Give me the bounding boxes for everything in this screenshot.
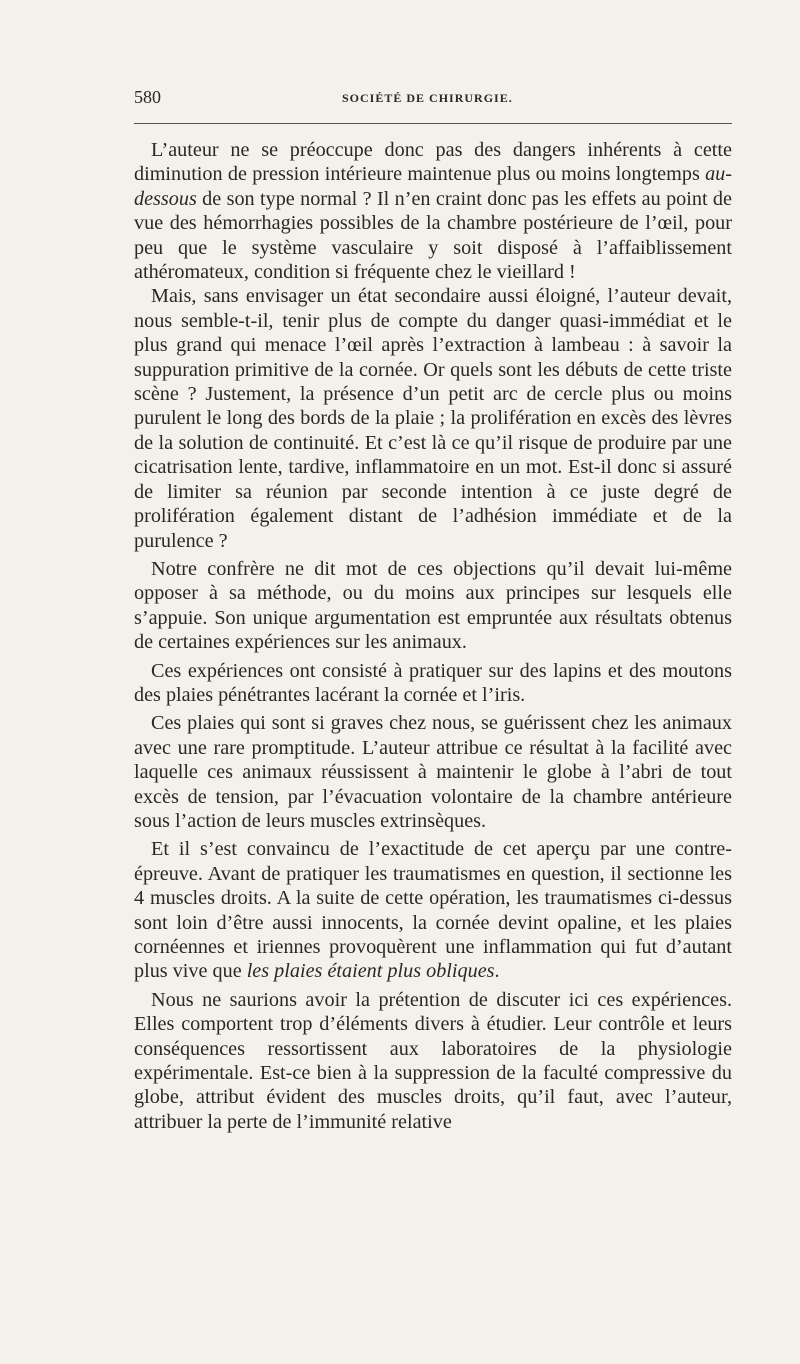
page-number: 580 xyxy=(134,87,161,107)
paragraph-6-text-b: . xyxy=(494,960,500,983)
body-text xyxy=(134,138,732,1134)
paragraph-6-emphasis: les plaies étaient plus obliques xyxy=(246,960,495,983)
paragraph-6-text-a: Et il s’est convaincu de l’exactitude de cet aperçu par une contre-épreuve. Avant de pratiquer les traumatismes en question, il sectionne les 4 muscles droits. A la suite de cette opération, les traumatismes ci-dessus sont loin d’être aussi innocents, la cornée devint opaline, et les plaies cornéennes et iriennes provoquèrent une inflammation qui fut d’autant plus vive que xyxy=(134,838,732,983)
paragraph-7: Nous ne saurions avoir la prétention de discuter ici ces expériences. Elles comportent trop d’éléments divers à étudier. Leur contrôle et leurs conséquences ressortissent aux laboratoires de la physiologie expérimentale. Est-ce bien à la suppression de la faculté compressive du globe, attribut évident des muscles droits, qu’il faut, avec l’auteur, attribuer la perte de l’immunité relative xyxy=(134,988,732,1133)
paragraph-1 xyxy=(134,138,732,284)
page-header xyxy=(134,87,732,113)
paragraph-1-text-b: de son type normal ? Il n’en craint donc pas les effets au point de vue des hémorrhagies possibles de la chambre postérieure de l’œil, pour peu que le système vasculaire y soit disposé à l’affaiblissement athéromateux, condition si fréquente chez le vieillard ! xyxy=(134,187,732,284)
paragraph-5: Ces plaies qui sont si graves chez nous, se guérissent chez les animaux avec une rare promptitude. L’auteur attribue ce résultat à la facilité avec laquelle ces animaux réussissent à maintenir le globe à l’abri de tout excès de tension, par l’évacuation volontaire de la chambre antérieure sous l’action de leurs muscles extrinsèques. xyxy=(134,712,732,832)
header-rule xyxy=(134,123,732,124)
running-title: SOCIÉTÉ DE CHIRURGIE. xyxy=(342,91,513,105)
paragraph-4: Ces expériences ont consisté à pratiquer sur des lapins et des moutons des plaies pénétrantes lacérant la cornée et l’iris. xyxy=(134,659,732,706)
paragraph-6 xyxy=(134,837,732,983)
paragraph-3: Notre confrère ne dit mot de ces objections qu’il devait lui-même opposer à sa méthode, ou du moins aux principes sur lesquels elle s’appuie. Son unique argumentation est empruntée aux résultats obtenus de certaines expériences sur les animaux. xyxy=(134,557,732,654)
paragraph-1-emphasis: au-dessous xyxy=(134,163,732,210)
paragraph-1-text-a: L’auteur ne se préoccupe donc pas des dangers inhérents à cette diminution de pression intérieure maintenue plus ou moins longtemps xyxy=(134,139,732,186)
paragraph-2: Mais, sans envisager un état secondaire aussi éloigné, l’auteur devait, nous semble-t-il, tenir plus de compte du danger quasi-immédiat et le plus grand qui menace l’œil après l’extraction à lambeau : à savoir la suppuration primitive de la cornée. Or quels sont les débuts de cette triste scène ? Justement, la présence d’un petit arc de cercle plus ou moins purulent le long des bords de la plaie ; la prolifération en excès des lèvres de la solution de continuité. Et c’est là ce qu’il risque de produire par une cicatrisation lente, tardive, inflammatoire en un mot. Est-il donc si assuré de limiter sa réunion par seconde intention à ce juste degré de prolifération également distant de l’adhésion immédiate et de la purulence ? xyxy=(134,285,732,552)
